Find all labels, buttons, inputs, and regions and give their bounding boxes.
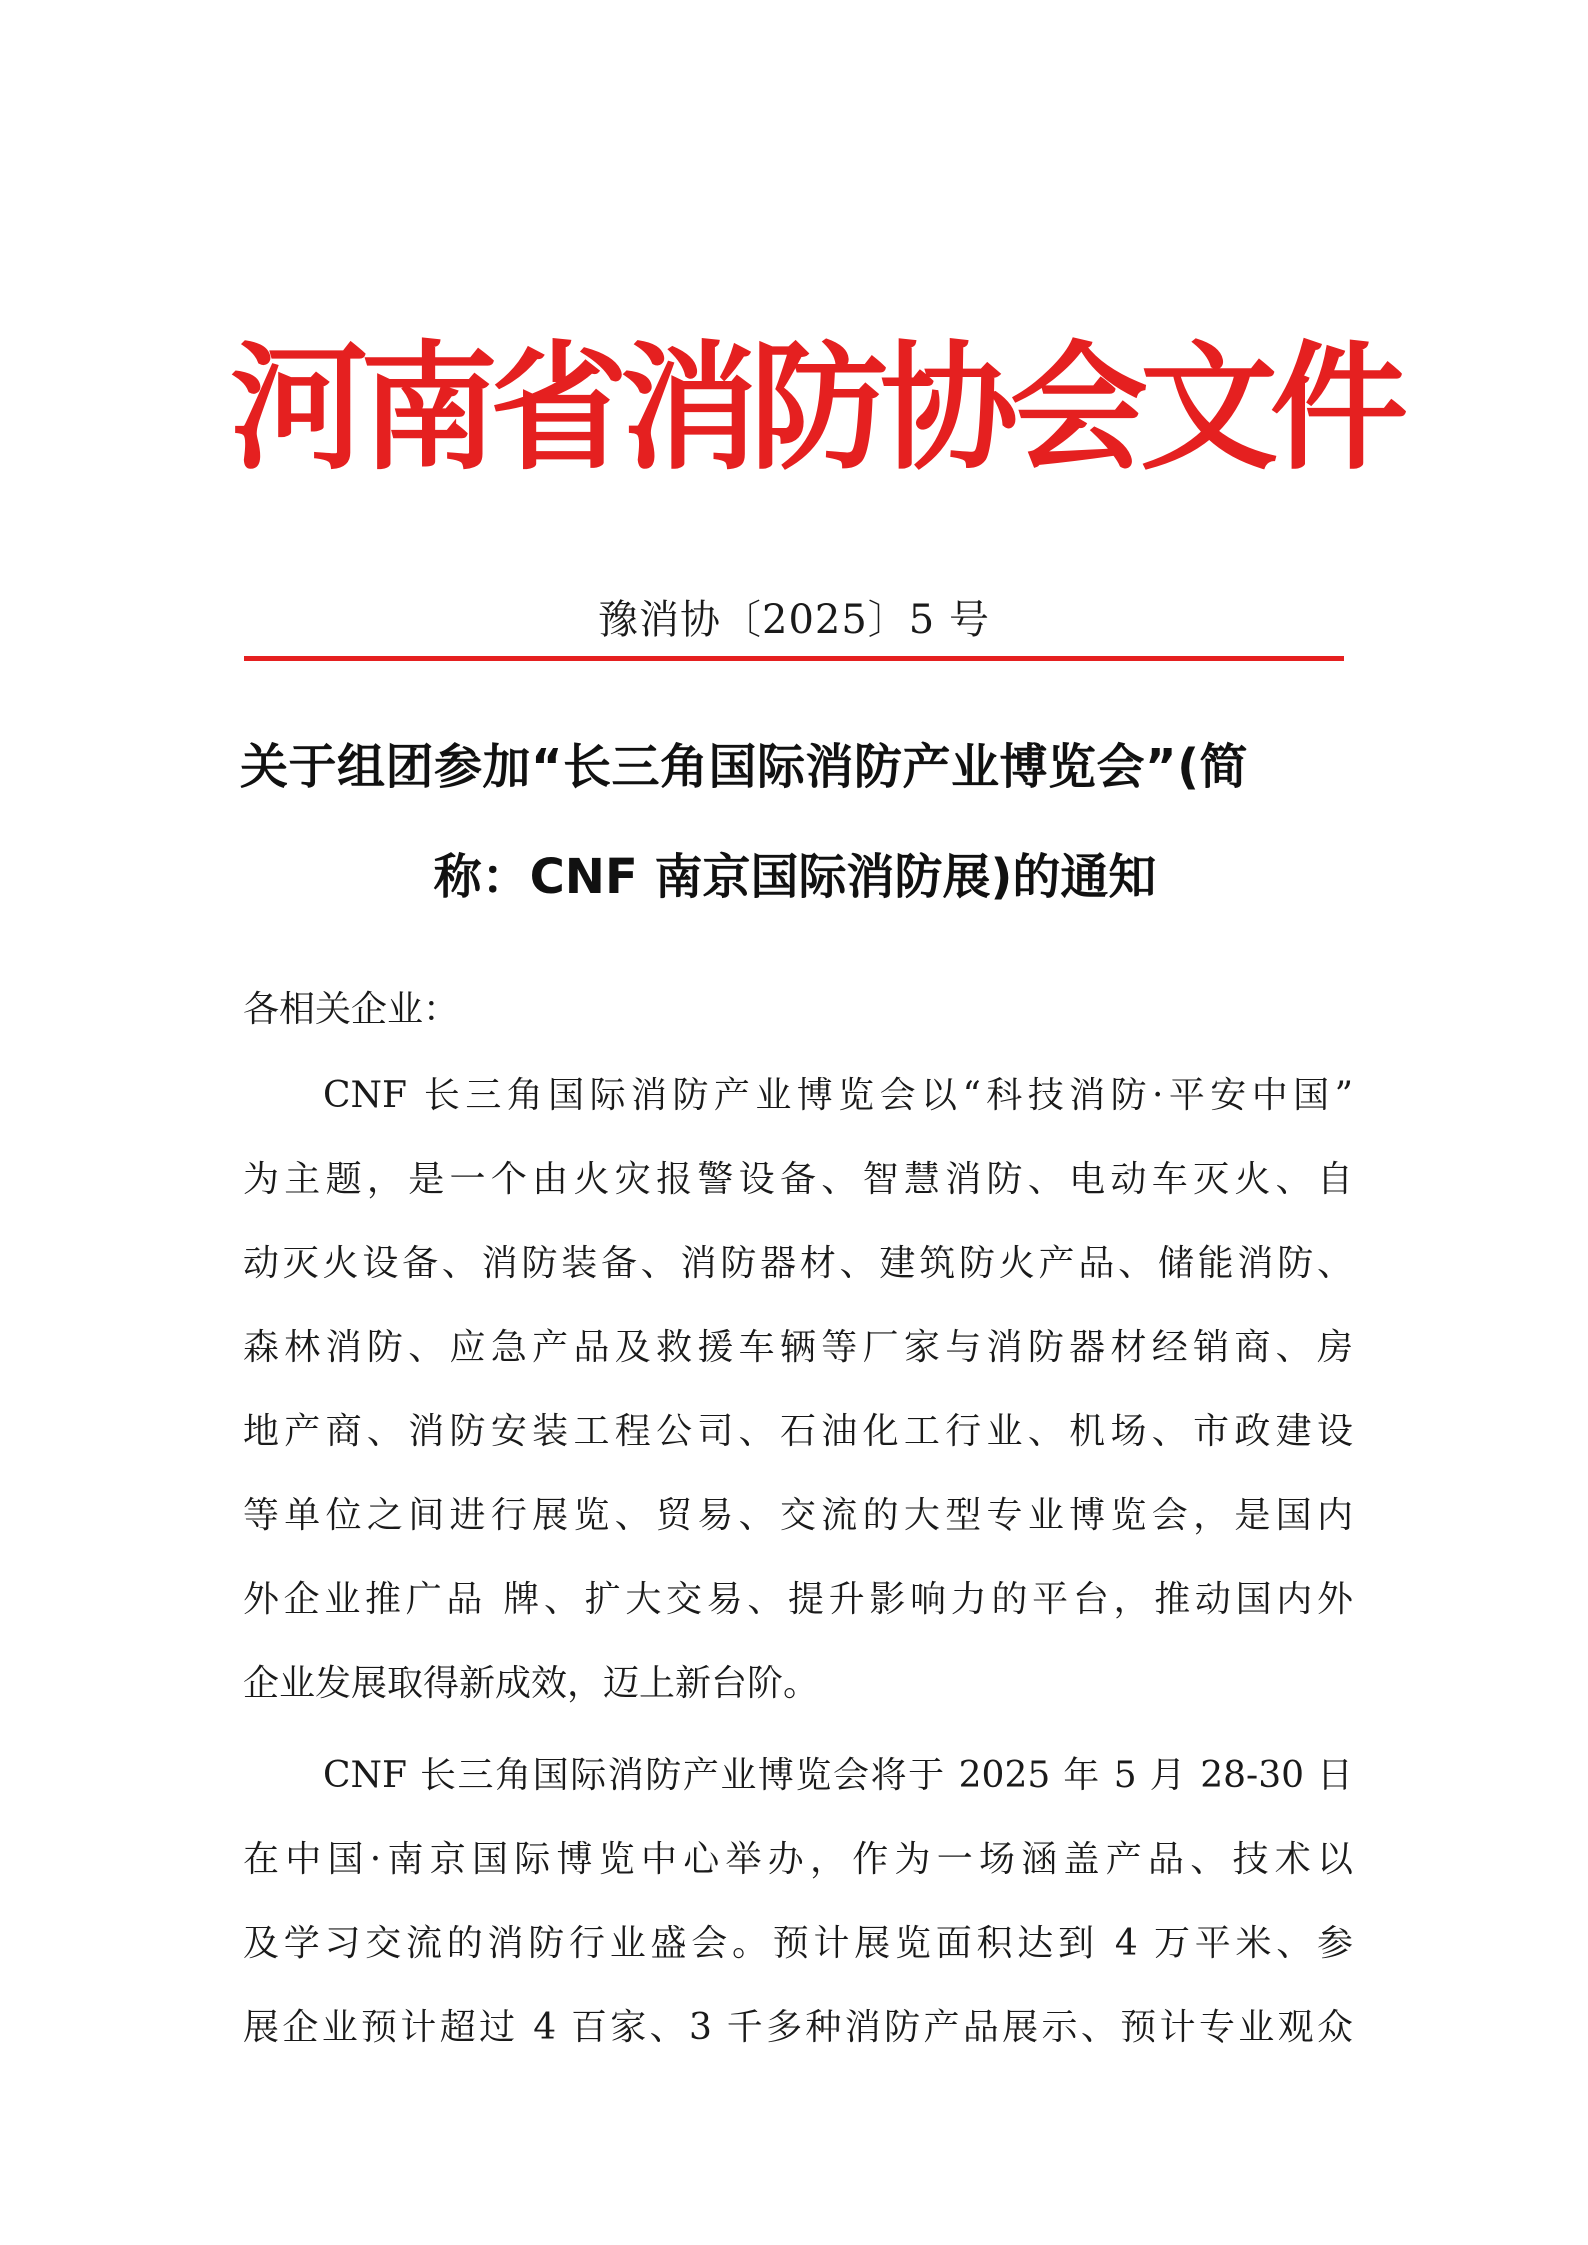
paragraph-line: 展企业预计超过 4 百家、3 千多种消防产品展示、预计专业观众: [243, 2007, 1353, 2048]
notice-title-line-2: 称：CNF 南京国际消防展)的通知: [433, 849, 1157, 905]
notice-title-line-1: 关于组团参加“长三角国际消防产业博览会”(简: [240, 739, 1249, 795]
paragraph-line: 为主题，是一个由火灾报警设备、智慧消防、电动车灭火、自: [243, 1159, 1353, 1200]
paragraph-line: 地产商、消防安装工程公司、石油化工行业、机场、市政建设: [243, 1411, 1353, 1452]
paragraph-line: CNF 长三角国际消防产业博览会将于 2025 年 5 月 28-30 日: [323, 1755, 1353, 1796]
paragraph-line: 企业发展取得新成效，迈上新台阶。: [243, 1663, 820, 1704]
red-divider-line: [244, 656, 1344, 661]
masthead-title: 河南省消防协会文件: [230, 326, 1401, 489]
paragraph-line: 外企业推广品 牌、扩大交易、提升影响力的平台，推动国内外: [243, 1579, 1353, 1620]
paragraph-line: 森林消防、应急产品及救援车辆等厂家与消防器材经销商、房: [243, 1327, 1353, 1368]
notice-title: [240, 712, 1350, 932]
paragraph-line: 及学习交流的消防行业盛会。预计展览面积达到 4 万平米、参: [243, 1923, 1353, 1964]
paragraph-line: 等单位之间进行展览、贸易、交流的大型专业博览会，是国内: [243, 1495, 1353, 1536]
salutation: 各相关企业：: [243, 989, 460, 1030]
paragraph-line: CNF 长三角国际消防产业博览会以“科技消防·平安中国”: [323, 1075, 1353, 1116]
paragraph-line: 动灭火设备、消防装备、消防器材、建筑防火产品、储能消防、: [243, 1243, 1353, 1284]
document-number: 豫消协〔2025〕5 号: [598, 597, 990, 643]
body-paragraph-2: [243, 1734, 1353, 2070]
body-paragraph-1: [243, 1054, 1353, 1726]
paragraph-line: 在中国·南京国际博览中心举办，作为一场涵盖产品、技术以: [243, 1839, 1353, 1880]
